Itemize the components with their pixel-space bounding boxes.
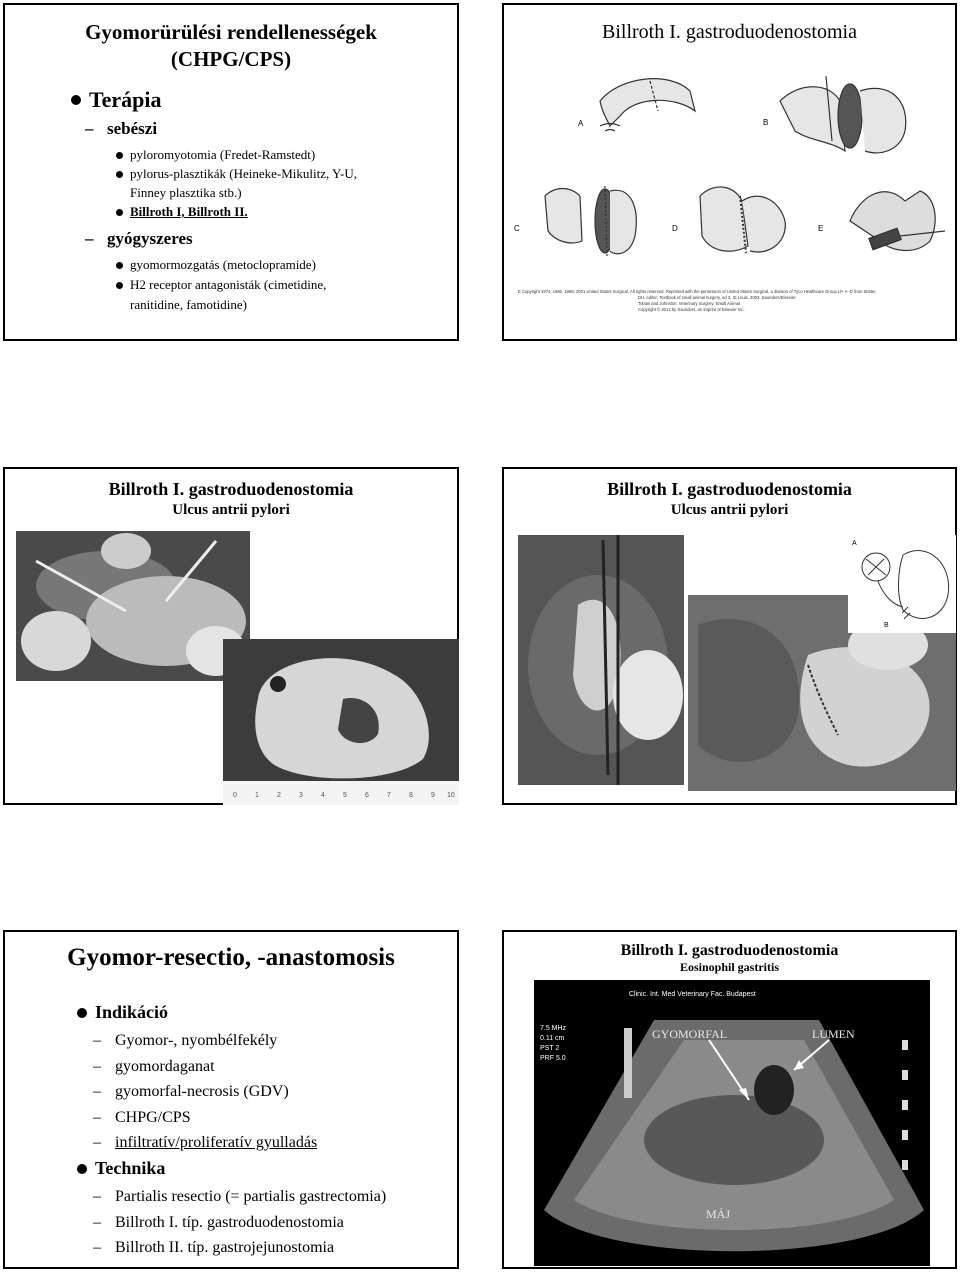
slide1-title-line1: Gyomorürülési rendellenességek bbox=[85, 20, 377, 44]
surgery-photo-left bbox=[518, 535, 684, 785]
sketch-label-a: A bbox=[852, 540, 857, 547]
slide-ulcus-surgery bbox=[502, 467, 957, 805]
ruler-tick: 5 bbox=[343, 792, 347, 799]
list-item: pylorus-plasztikák (Heineke-Mikulitz, Y-U, bbox=[130, 166, 357, 181]
ruler-tick: 1 bbox=[255, 792, 259, 799]
billroth-illustration bbox=[510, 71, 950, 301]
ultrasound-image bbox=[534, 980, 930, 1266]
terapia-heading: Terápia bbox=[89, 87, 162, 112]
label-gyomorfal: GYOMORFAL bbox=[652, 1027, 728, 1041]
slide-ultrasound bbox=[502, 930, 957, 1269]
label-lumen: LUMEN bbox=[812, 1027, 855, 1041]
ruler-tick: 3 bbox=[299, 792, 303, 799]
copyright-line: Copyright © 2012 by Saunders, an imprint of Elsevier Inc. bbox=[638, 307, 745, 312]
slide-billroth-diagram bbox=[502, 3, 957, 341]
list-item: H2 receptor antagonisták (cimetidine, bbox=[130, 275, 326, 295]
slide3-subtitle: Ulcus antrii pylori bbox=[172, 502, 290, 518]
diagram-label-e: E bbox=[818, 224, 824, 233]
list-item: gyomormozgatás (metoclopramide) bbox=[130, 255, 326, 275]
slide6-subtitle: Eosinophil gastritis bbox=[679, 960, 780, 974]
anastomosis-sketch bbox=[848, 535, 956, 633]
ruler-tick: 10 bbox=[447, 792, 455, 799]
sebeszi-heading: – sebészi bbox=[107, 119, 157, 139]
copyright-line: E Copyright 1974, 1980, 1988, 2001 United States Surgical. All rights reserved. Reprinted with the permission of United States Surgical, a division of Tyco Healthcare Group LP. A–D from Slatter, bbox=[518, 289, 877, 294]
diagram-label-d: D bbox=[672, 224, 678, 233]
ruler-tick: 9 bbox=[431, 792, 435, 799]
list-item-cont: ranitidine, famotidine) bbox=[130, 297, 247, 312]
slide-resectio bbox=[3, 930, 459, 1269]
diagram-label-c: C bbox=[514, 224, 520, 233]
list-item: – infiltratív/proliferatív gyulladás bbox=[115, 1130, 317, 1156]
ultrasound-header: Clinic. Int. Med Veterinary Fac. Budapest bbox=[629, 991, 756, 998]
list-item: – Billroth I. típ. gastroduodenostomia bbox=[115, 1210, 386, 1236]
resected-stomach-photo bbox=[223, 639, 459, 805]
list-item-cont: Finney plasztika stb.) bbox=[130, 185, 242, 200]
ruler-tick: 7 bbox=[387, 792, 391, 799]
technika-heading: Technika bbox=[95, 1158, 166, 1178]
slide3-title: Billroth I. gastroduodenostomia bbox=[108, 479, 354, 499]
list-item: – Billroth II. típ. gastrojejunostomia bbox=[115, 1235, 386, 1261]
ruler-tick: 0 bbox=[233, 792, 237, 799]
slide6-title: Billroth I. gastroduodenostomia bbox=[620, 942, 839, 959]
slide-therapy bbox=[3, 3, 459, 341]
indikacio-heading: Indikáció bbox=[95, 1002, 169, 1022]
copyright-line: DH, editor: Textbook of small animal surgery, ed 3, St Louis, 2003, Saunders/Elsevier. bbox=[638, 295, 797, 300]
list-item: – gyomordaganat bbox=[115, 1054, 317, 1080]
slide1-title-line2: (CHPG/CPS) bbox=[170, 47, 292, 71]
label-maj: MÁJ bbox=[706, 1207, 731, 1221]
slide-ulcus-photos bbox=[3, 467, 459, 805]
diagram-label-a: A bbox=[578, 119, 584, 128]
surgery-photo bbox=[16, 531, 250, 681]
ultrasound-param: 0.11 cm bbox=[540, 1035, 565, 1042]
ruler-tick: 6 bbox=[365, 792, 369, 799]
list-item: Billroth I, Billroth II. bbox=[130, 202, 357, 221]
ultrasound-param: PST 2 bbox=[540, 1045, 560, 1052]
diagram-label-b: B bbox=[763, 118, 769, 127]
list-item: – CHPG/CPS bbox=[115, 1105, 317, 1131]
slide2-title: Billroth I. gastroduodenostomia bbox=[602, 21, 857, 43]
list-item: – Partialis resectio (= partialis gastrectomia) bbox=[115, 1184, 386, 1210]
ruler-tick: 2 bbox=[277, 792, 281, 799]
ruler-tick: 8 bbox=[409, 792, 413, 799]
ruler-tick: 4 bbox=[321, 792, 325, 799]
copyright-line: Tobias and Johnston: Veterinary Surgery: Small Animal bbox=[638, 301, 740, 306]
list-item: – gyomorfal-necrosis (GDV) bbox=[115, 1079, 317, 1105]
ultrasound-param: 7.5 MHz bbox=[540, 1025, 567, 1032]
slide5-title: Gyomor-resectio, -anastomosis bbox=[67, 944, 395, 971]
list-item: – Gyomor-, nyombélfekély bbox=[115, 1028, 317, 1054]
list-item: pyloromyotomia (Fredet-Ramstedt) bbox=[130, 145, 357, 164]
gyogyszeres-heading: – gyógyszeres bbox=[107, 229, 193, 249]
sketch-label-b: B bbox=[884, 622, 889, 629]
slide4-subtitle: Ulcus antrii pylori bbox=[670, 502, 789, 518]
ultrasound-param: PRF 5.0 bbox=[540, 1055, 566, 1062]
slide4-title: Billroth I. gastroduodenostomia bbox=[607, 479, 852, 499]
